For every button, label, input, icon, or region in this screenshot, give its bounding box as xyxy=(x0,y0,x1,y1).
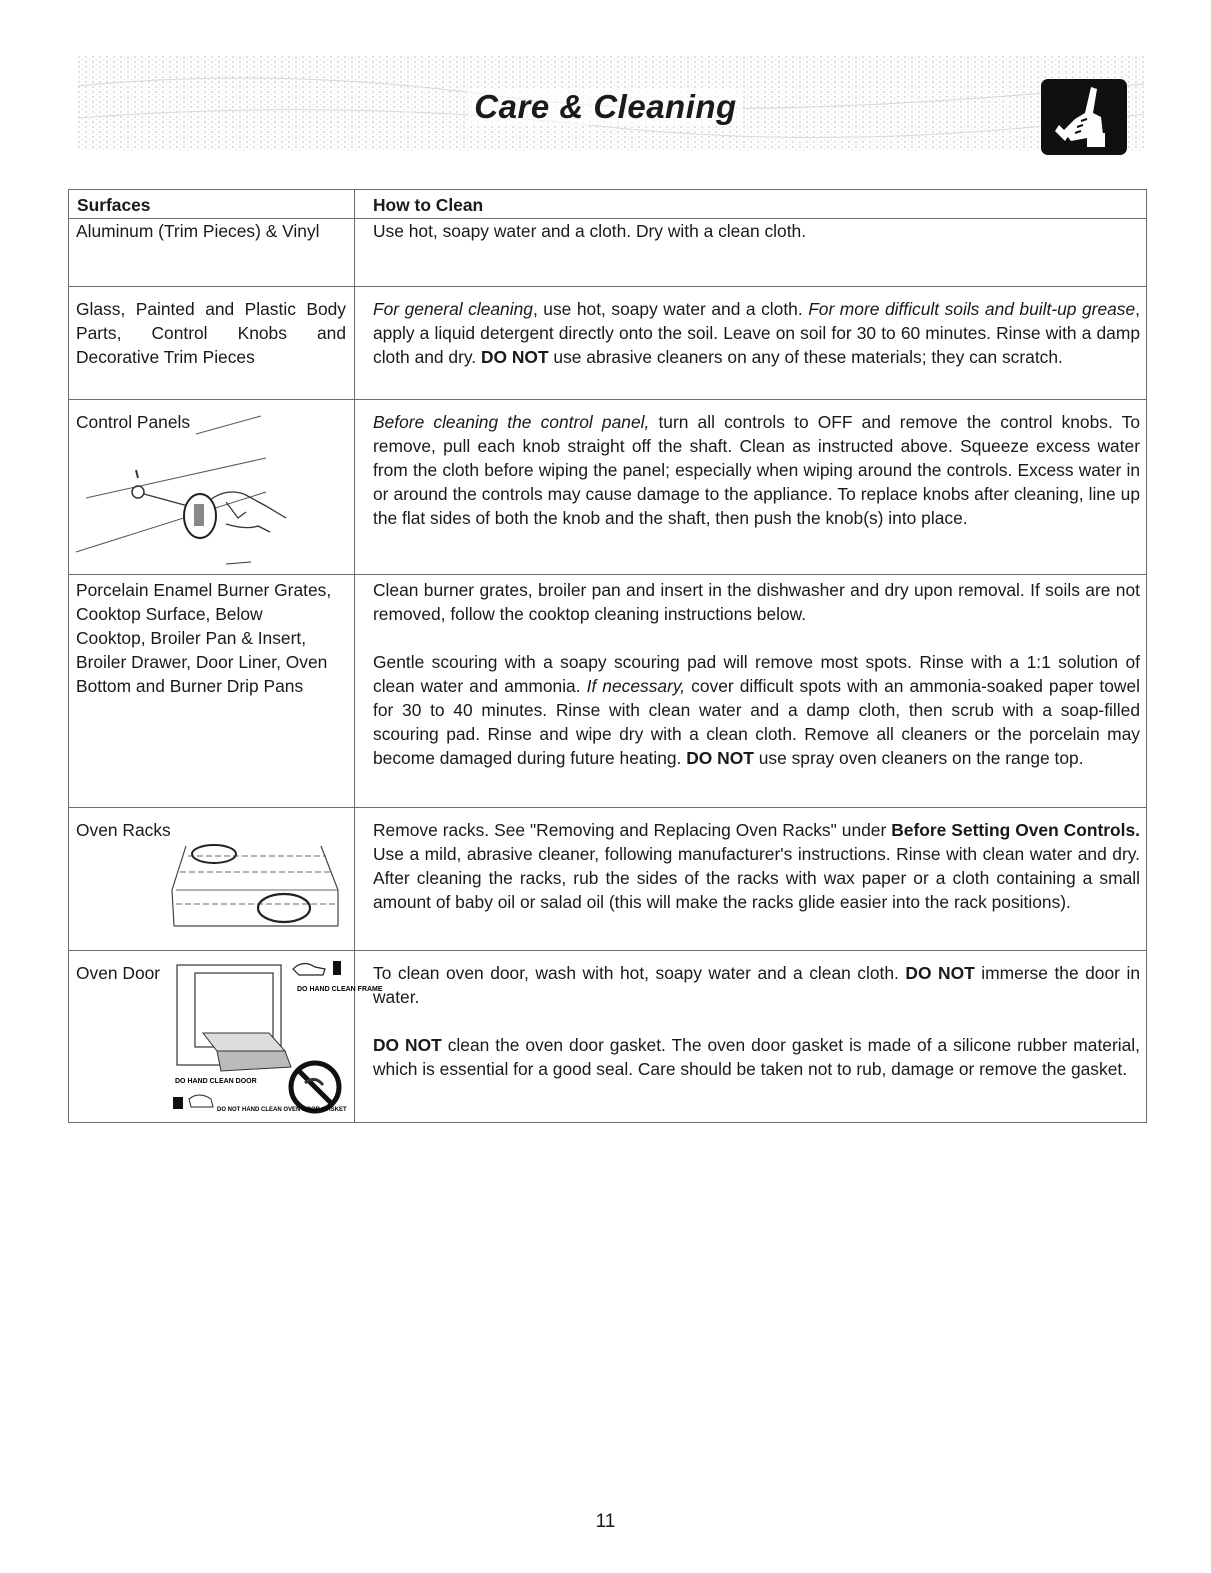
instruction-text: Use hot, soapy water and a cloth. Dry with a clean cloth. xyxy=(373,221,807,241)
instruction-text: Use a mild, abrasive cleaner, following manufacturer's instructions. Rinse with clean water and dry. After cleaning the racks, rub the sides of the racks with wax paper or a cloth containing a small amount of baby oil or salad oil (this will make the racks glide easier into the rack positions). xyxy=(373,844,1140,912)
instruction-paragraph xyxy=(373,818,1140,914)
surface-cell xyxy=(69,219,355,287)
instruction-text: clean the oven door gasket. The oven door gasket is made of a silicone rubber material, which is essential for a good seal. Care should be taken not to rub, damage or remove the gasket. xyxy=(373,1035,1140,1079)
instruction-paragraph xyxy=(373,961,1140,1009)
surface-cell xyxy=(69,400,355,575)
instruction-paragraph xyxy=(373,219,1140,243)
instruction-text: Clean burner grates, broiler pan and insert in the dishwasher and dry upon removal. If soils are not removed, follow the cooktop cleaning instructions below. xyxy=(373,580,1140,624)
table-row xyxy=(69,575,1147,808)
control-panel-knob-illustration xyxy=(76,434,346,564)
do-hand-clean-frame-label: DO HAND CLEAN FRAME xyxy=(297,986,383,993)
emphasis-bold: DO NOT xyxy=(905,963,975,983)
surface-label: Porcelain Enamel Burner Grates, Cooktop Surface, Below Cooktop, Broiler Pan & Insert, Broiler Drawer, Door Liner, Oven Bottom and Burner Drip Pans xyxy=(76,580,332,696)
instruction-text: , use hot, soapy water and a cloth. xyxy=(532,299,809,319)
do-not-hand-clean-gasket-label: DO NOT HAND CLEAN OVEN DOOR GASKET xyxy=(217,1107,347,1113)
table-row xyxy=(69,219,1147,287)
surface-label: Oven Door xyxy=(76,963,161,983)
surface-cell xyxy=(69,951,383,1123)
table-header-row xyxy=(69,190,1147,219)
emphasis-italic: For more difficult soils and built-up grease xyxy=(808,299,1136,319)
emphasis-bold: DO NOT xyxy=(480,347,549,367)
instruction-text: use spray oven cleaners on the range top. xyxy=(753,748,1084,768)
emphasis-italic: For general cleaning xyxy=(373,299,533,319)
care-cleaning-table xyxy=(68,189,1147,1123)
instruction-text: Remove racks. See "Removing and Replacing Oven Racks" under xyxy=(373,820,892,840)
how-to-clean-cell xyxy=(355,575,1147,808)
surface-label: Aluminum (Trim Pieces) & Vinyl xyxy=(76,221,320,241)
surface-cell xyxy=(69,287,355,400)
page-title: Care & Cleaning xyxy=(0,88,1211,126)
do-hand-clean-door-label: DO HAND CLEAN DOOR xyxy=(175,1078,257,1085)
surface-cell xyxy=(69,575,355,808)
emphasis-bold: DO NOT xyxy=(686,748,754,768)
surface-label: Control Panels xyxy=(76,412,191,432)
surface-label: Oven Racks xyxy=(76,820,171,840)
emphasis-bold: DO NOT xyxy=(373,1035,442,1055)
page-number: 11 xyxy=(595,1511,616,1532)
how-to-clean-cell xyxy=(355,400,1147,575)
how-to-clean-cell xyxy=(355,808,1147,951)
surface-label: Glass, Painted and Plastic Body Parts, Control Knobs and Decorative Trim Pieces xyxy=(76,299,346,367)
emphasis-italic: Before cleaning the control panel, xyxy=(373,412,650,432)
table-row xyxy=(69,400,1147,575)
instruction-text: turn all controls to OFF and remove the control knobs. To remove, pull each knob straight off the shaft. Clean as instructed above. Squeeze excess water from the cloth before wiping the panel; especially when wiping around the controls. Excess water in or around the controls may cause damage to the appliance. To replace knobs after cleaning, line up the flat sides of both the knob and the shaft, then push the knob(s) into place. xyxy=(373,412,1140,528)
emphasis-bold: Before Setting Oven Controls. xyxy=(891,820,1140,840)
oven-rack-illustration xyxy=(76,842,346,938)
instruction-text: use abrasive cleaners on any of these materials; they can scratch. xyxy=(548,347,1063,367)
instruction-text: , apply a liquid detergent directly onto the soil. Leave on soil for 30 to 60 minutes. Rinse with a damp cloth and dry. xyxy=(373,299,1141,367)
how-to-clean-cell xyxy=(355,951,1147,1123)
emphasis-italic: If necessary, xyxy=(586,676,686,696)
instruction-paragraph xyxy=(373,650,1140,770)
oven-door-illustration xyxy=(173,959,383,1119)
instruction-text: immerse the door in water. xyxy=(373,963,1141,1007)
how-to-clean-cell xyxy=(355,287,1147,400)
instruction-paragraph xyxy=(373,297,1140,369)
surfaces-header: Surfaces xyxy=(69,190,355,219)
instruction-text: To clean oven door, wash with hot, soapy water and a clean cloth. xyxy=(373,963,906,983)
instruction-paragraph xyxy=(373,410,1140,530)
instruction-text: Gentle scouring with a soapy scouring pad will remove most spots. Rinse with a 1:1 solution of clean water and ammonia. xyxy=(373,652,1140,696)
how-to-clean-header: How to Clean xyxy=(355,190,1147,219)
surface-cell xyxy=(69,808,355,951)
table-row xyxy=(69,951,1147,1123)
table-row xyxy=(69,287,1147,400)
instruction-text: cover difficult spots with an ammonia-soaked paper towel for 30 to 40 minutes. Rinse with clean water and a damp cloth, then scrub with a soap-filled scouring pad. Rinse and wipe dry with a clean cloth. Remove all cleaners or the porcelain may become damaged during future heating. xyxy=(373,676,1141,768)
instruction-paragraph xyxy=(373,578,1140,626)
hand-cleaning-icon xyxy=(1041,79,1127,155)
how-to-clean-cell xyxy=(355,219,1147,287)
instruction-paragraph xyxy=(373,1033,1140,1081)
table-row xyxy=(69,808,1147,951)
